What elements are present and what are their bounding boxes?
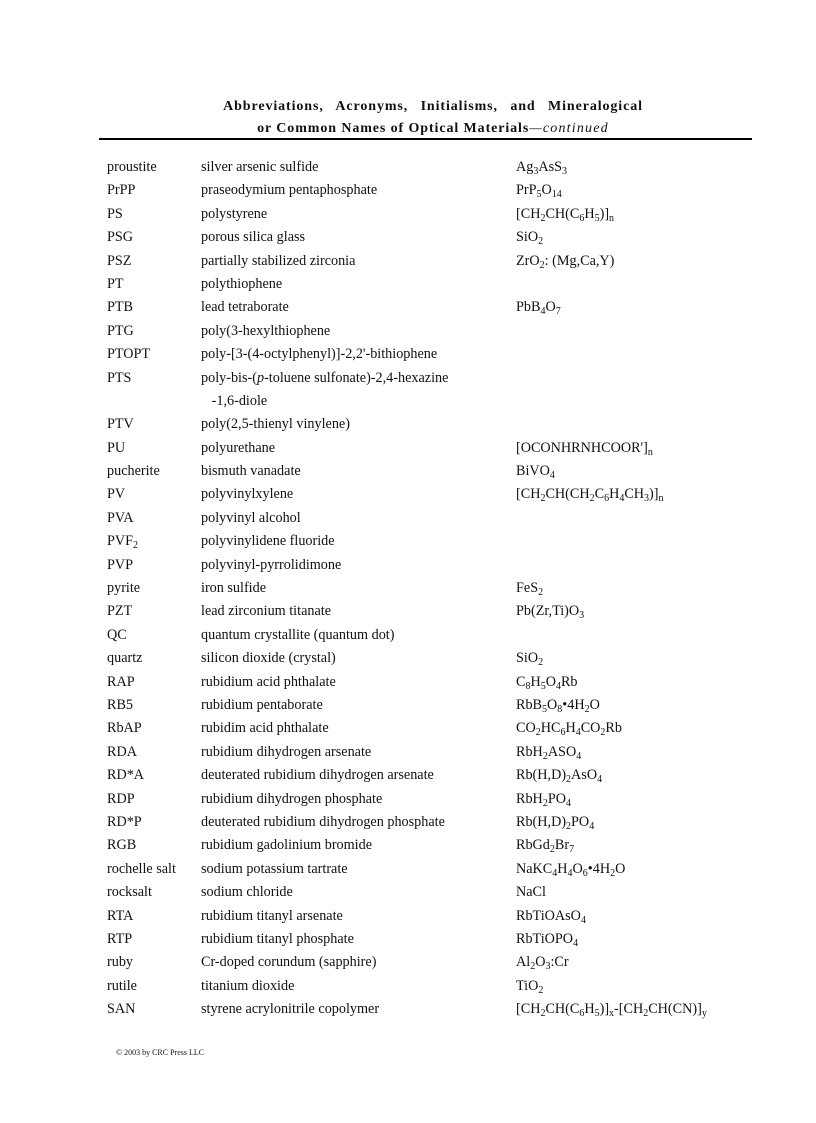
formula-cell: $Ag_3AsS_3$ xyxy=(516,159,568,177)
abbreviation-cell: $PVF_2$ xyxy=(107,533,139,552)
name-cell: poly(3-hexylthiophene xyxy=(201,322,331,339)
abbreviation-cell: PVP xyxy=(107,556,134,573)
name-cell: rubidim acid phthalate xyxy=(201,720,329,737)
abbreviation-cell: PTV xyxy=(107,416,134,433)
name-cell: styrene acrylonitrile copolymer xyxy=(201,1001,380,1018)
formula-cell: $NaKC_4H_4O_6•4H_2O$ xyxy=(516,860,626,879)
formula-cell: $[CH_2CH(C_6H_5)]_x-[CH_2CH(CN)]_y$ xyxy=(516,1001,707,1020)
abbreviation-cell: PT xyxy=(107,275,124,292)
name-cell: bismuth vanadate xyxy=(201,463,301,480)
table-row xyxy=(107,647,807,670)
name-cell: rubidium titanyl arsenate xyxy=(201,907,343,924)
table-row xyxy=(107,273,807,296)
table-row xyxy=(107,343,807,366)
table-row xyxy=(107,694,807,717)
abbreviation-cell: RbAP xyxy=(107,720,142,737)
abbreviation-cell: rutile xyxy=(107,977,137,994)
formula-cell: $PbB_4O_7$ xyxy=(516,299,561,318)
abbreviation-cell: pucherite xyxy=(107,463,160,480)
name-cell: iron sulfide xyxy=(201,580,267,597)
formula-cell: BiVO$_4$ xyxy=(516,463,555,482)
name-cell: polyvinyl alcohol xyxy=(201,509,301,526)
name-cell: deuterated rubidium dihydrogen arsenate xyxy=(201,767,434,784)
formula-cell: FeS$_2$ xyxy=(516,580,544,599)
abbreviation-cell: PTG xyxy=(107,322,134,339)
table-row xyxy=(107,530,807,553)
name-cell: polyurethane xyxy=(201,439,276,456)
abbreviation-cell: pyrite xyxy=(107,580,141,597)
formula-cell: TiO$_2$ xyxy=(516,977,544,996)
abbreviation-cell: PZT xyxy=(107,603,133,620)
title-word: and xyxy=(510,99,536,114)
formula-cell: $[OCONHRNHCOOR']_n$ xyxy=(516,439,653,458)
abbreviation-cell: RTP xyxy=(107,930,133,947)
name-cell: quantum crystallite (quantum dot) xyxy=(201,626,395,643)
formula-cell: $Rb(H,D)_2AsO_4$ xyxy=(516,767,603,786)
formula-cell: SiO$_2$ xyxy=(516,650,544,669)
table-row xyxy=(107,437,807,460)
table-row xyxy=(107,320,807,343)
formula-cell: $Pb(Zr,Ti)O_3$ xyxy=(516,603,585,622)
table-row xyxy=(107,367,807,390)
table-row xyxy=(107,905,807,928)
name-cell: deuterated rubidium dihydrogen phosphate xyxy=(201,813,445,830)
title-word: Acronyms, xyxy=(335,99,409,114)
abbreviation-cell: PS xyxy=(107,205,123,222)
abbreviation-cell: RD*A xyxy=(107,767,145,784)
abbreviation-cell: rochelle salt xyxy=(107,860,176,877)
table-row xyxy=(107,717,807,740)
formula-cell: $C_8H_5O_4Rb$ xyxy=(516,673,578,692)
name-cell: rubidium pentaborate xyxy=(201,696,323,713)
formula-cell: $RbGd_2Br_7$ xyxy=(516,837,575,856)
formula-cell: $RbH_2ASO_4$ xyxy=(516,743,582,762)
formula-cell: SiO$_2$ xyxy=(516,229,544,248)
table-row xyxy=(107,460,807,483)
table-row xyxy=(107,858,807,881)
table-row xyxy=(107,764,807,787)
name-cell: titanium dioxide xyxy=(201,977,295,994)
abbreviation-cell: PVA xyxy=(107,509,134,526)
name-cell: Cr-doped corundum (sapphire) xyxy=(201,954,377,971)
header-rule xyxy=(99,138,752,140)
name-cell: poly-[3-(4-octylphenyl)]-2,2'-bithiophene xyxy=(201,346,438,363)
abbreviation-cell: PV xyxy=(107,486,126,503)
table-row xyxy=(107,577,807,600)
abbreviation-cell: proustite xyxy=(107,159,157,175)
title-word: Mineralogical xyxy=(548,99,643,114)
table-row xyxy=(107,203,807,226)
abbreviation-cell: PSG xyxy=(107,229,134,246)
title-word: Abbreviations, xyxy=(223,99,324,114)
abbreviation-cell: SAN xyxy=(107,1001,136,1018)
formula-cell: $RbH_2PO_4$ xyxy=(516,790,571,809)
name-cell: sodium chloride xyxy=(201,884,293,901)
title-dash: — xyxy=(529,121,543,136)
abbreviation-cell: QC xyxy=(107,626,127,643)
name-cell: porous silica glass xyxy=(201,229,306,246)
abbreviation-cell: PSZ xyxy=(107,252,132,269)
abbreviation-cell: PrPP xyxy=(107,182,136,199)
abbreviation-cell: RDP xyxy=(107,790,135,807)
formula-cell: RbTiOPO$_4$ xyxy=(516,930,579,949)
formula-cell: ZrO$_2$: (Mg,Ca,Y) xyxy=(516,252,615,271)
name-cell: -1,6-diole xyxy=(201,392,268,409)
abbreviation-cell: PU xyxy=(107,439,126,456)
abbreviation-cell: RAP xyxy=(107,673,135,690)
name-cell: rubidium dihydrogen phosphate xyxy=(201,790,383,807)
name-cell: poly-bis-(p-toluene sulfonate)-2,4-hexazine xyxy=(201,369,449,386)
table-row xyxy=(107,951,807,974)
abbreviation-cell: PTOPT xyxy=(107,346,151,363)
table-row xyxy=(107,624,807,647)
name-cell: praseodymium pentaphosphate xyxy=(201,182,378,199)
abbreviation-cell: rocksalt xyxy=(107,884,152,901)
table-row xyxy=(107,671,807,694)
table-row xyxy=(107,998,807,1021)
name-cell: rubidium dihydrogen arsenate xyxy=(201,743,372,760)
abbreviation-cell: RTA xyxy=(107,907,134,924)
table-row xyxy=(107,811,807,834)
name-cell: partially stabilized zirconia xyxy=(201,252,356,269)
title-word: Initialisms, xyxy=(420,99,498,114)
table-row xyxy=(107,390,807,413)
table-row xyxy=(107,788,807,811)
name-cell: poly(2,5-thienyl vinylene) xyxy=(201,416,350,433)
title-continued: continued xyxy=(542,121,609,136)
abbreviation-cell: RDA xyxy=(107,743,137,760)
formula-cell: $PrP_5O_{14}$ xyxy=(516,182,562,201)
name-cell: rubidium acid phthalate xyxy=(201,673,336,690)
formula-cell: NaCl xyxy=(516,884,546,901)
abbreviation-cell: RB5 xyxy=(107,696,134,713)
name-cell: polyvinylidene fluoride xyxy=(201,533,335,550)
abbreviation-cell: PTS xyxy=(107,369,132,386)
title-line-2-text: or Common Names of Optical Materials xyxy=(257,121,530,136)
name-cell: polythiophene xyxy=(201,275,283,292)
name-cell: silicon dioxide (crystal) xyxy=(201,650,336,667)
abbreviation-cell: PTB xyxy=(107,299,134,316)
table-row xyxy=(107,250,807,273)
formula-cell: $[CH_2CH(CH_2C_6H_4CH_3)]_n$ xyxy=(516,486,664,505)
name-cell: rubidium gadolinium bromide xyxy=(201,837,373,854)
abbreviation-cell: RD*P xyxy=(107,813,142,830)
formula-cell: $Rb(H,D)_2PO_4$ xyxy=(516,813,595,832)
table-row xyxy=(107,741,807,764)
name-cell: silver arsenic sulfide xyxy=(201,159,319,175)
page-title xyxy=(0,96,816,140)
table-row xyxy=(107,600,807,623)
table-row xyxy=(107,483,807,506)
table-row xyxy=(107,881,807,904)
table-row xyxy=(107,296,807,319)
title-line-1 xyxy=(0,96,816,118)
table-row xyxy=(107,975,807,998)
table-row xyxy=(107,507,807,530)
table-row xyxy=(107,834,807,857)
name-cell: lead tetraborate xyxy=(201,299,289,316)
table-row xyxy=(107,928,807,951)
table-row xyxy=(107,554,807,577)
table-row xyxy=(107,226,807,249)
title-line-2 xyxy=(0,118,816,140)
name-cell: rubidium titanyl phosphate xyxy=(201,930,354,947)
name-cell: polyvinylxylene xyxy=(201,486,294,503)
copyright-footer: © 2003 by CRC Press LLC xyxy=(116,1048,205,1057)
name-cell: polystyrene xyxy=(201,205,268,222)
abbreviation-cell: ruby xyxy=(107,954,134,971)
abbreviation-cell: quartz xyxy=(107,650,143,667)
abbreviation-cell: RGB xyxy=(107,837,137,854)
table-row xyxy=(107,156,807,179)
formula-cell: RbTiOAsO$_4$ xyxy=(516,907,586,926)
formula-cell: $CO_2HC_6H_4CO_2Rb$ xyxy=(516,720,622,739)
table-row xyxy=(107,413,807,436)
table-row xyxy=(107,179,807,202)
formula-cell: $RbB_5O_8•4H_2O$ xyxy=(516,696,600,715)
name-cell: polyvinyl-pyrrolidimone xyxy=(201,556,342,573)
name-cell: lead zirconium titanate xyxy=(201,603,331,620)
formula-cell: $Al_2O_3:Cr$ xyxy=(516,954,569,973)
materials-table xyxy=(107,156,807,1021)
name-cell: sodium potassium tartrate xyxy=(201,860,348,877)
formula-cell: $[CH_2CH(C_6H_5)]_n$ xyxy=(516,205,615,224)
